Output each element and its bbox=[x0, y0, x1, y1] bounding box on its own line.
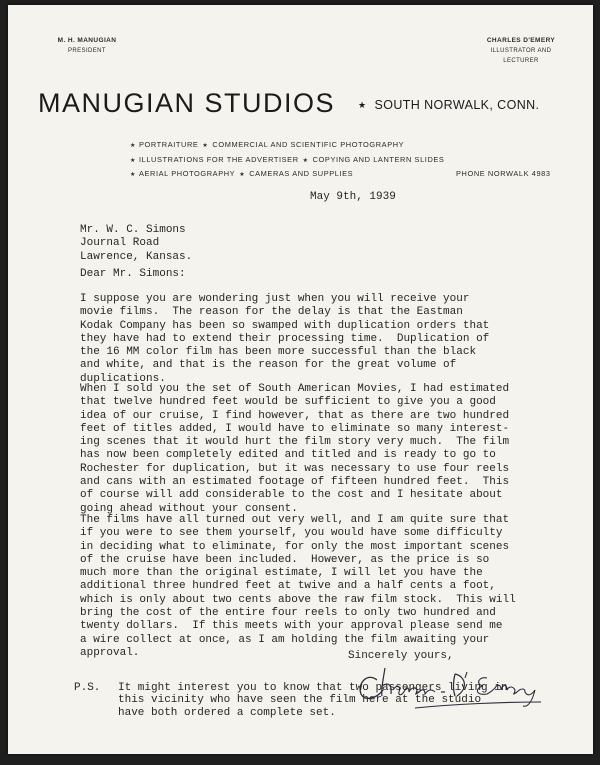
studio-location bbox=[358, 98, 539, 112]
service-item: COMMERCIAL AND SCIENTIFIC PHOTOGRAPHY bbox=[212, 140, 405, 149]
paragraph-3 bbox=[80, 514, 516, 660]
president-name: M. H. MANUGIAN bbox=[57, 37, 117, 44]
address-line: Mr. W. C. Simons bbox=[80, 224, 186, 236]
text-line: additional three hundred feet at twive and a half cents a foot, bbox=[80, 580, 496, 593]
illustrator-name: CHARLES D'EMERY bbox=[486, 37, 556, 44]
service-item: COPYING AND LANTERN SLIDES bbox=[312, 154, 445, 164]
text-line: duplications. bbox=[80, 372, 166, 385]
text-line: and white, and that is the reason for the great volume of bbox=[80, 359, 457, 372]
text-line: The films have all turned out very well, and I am quite sure that bbox=[80, 514, 510, 526]
text-line: Kodak Company has been so swamped with duplication orders that bbox=[80, 319, 490, 332]
text-line: of course will add considerable to the cost and I hesitate about bbox=[80, 489, 503, 502]
text-line: a wire collect at once, as I am holding the film awaiting your bbox=[80, 633, 490, 646]
text-line: When I sold you the set of South American Movies, I had estimated bbox=[80, 383, 510, 395]
letterhead-right-block bbox=[466, 36, 576, 66]
service-item: PORTRAITURE bbox=[138, 140, 199, 149]
letter-date: May 9th, 1939 bbox=[310, 191, 396, 203]
recipient-address bbox=[80, 224, 192, 264]
text-line: they have had to extend their processing time. Duplication of bbox=[80, 332, 490, 345]
text-line: has now been completely edited and titled and is ready to go to bbox=[80, 449, 496, 462]
text-line: which is only about two cents above the raw film stock. This will bbox=[80, 593, 516, 606]
text-line: going ahead without your consent. bbox=[80, 502, 298, 515]
text-line: bring the cost of the entire four reels to only two hundred and bbox=[80, 607, 496, 620]
text-line: of the cruise have been included. However, as the price is so bbox=[80, 553, 490, 566]
service-item: ILLUSTRATIONS FOR THE ADVERTISER bbox=[138, 154, 299, 164]
star-bullet-icon: ★ bbox=[130, 157, 136, 164]
text-line: It might interest you to know that two passengers living in bbox=[118, 682, 508, 694]
closing: Sincerely yours, bbox=[348, 650, 454, 662]
paragraph-1 bbox=[80, 293, 489, 386]
star-bullet-icon: ★ bbox=[239, 172, 246, 178]
text-line: feet of titles added, I would have to eliminate so many interest- bbox=[80, 422, 510, 435]
service-item: AERIAL PHOTOGRAPHY bbox=[138, 169, 236, 178]
postscript bbox=[118, 682, 507, 719]
text-line: movie films. The reason for the delay is that the Eastman bbox=[80, 306, 463, 319]
star-bullet-icon: ★ bbox=[202, 143, 209, 149]
star-bullet-icon: ★ bbox=[130, 143, 136, 149]
text-line: that twelve hundred feet would be sufficient to give you a good bbox=[80, 396, 496, 409]
studio-brand: MANUGIAN STUDIOS bbox=[38, 88, 336, 118]
services-row bbox=[130, 153, 444, 168]
services-row bbox=[130, 167, 551, 182]
postscript-label: P.S. bbox=[74, 682, 101, 694]
star-bullet-icon: ★ bbox=[130, 172, 136, 178]
illustrator-title-line-1: ILLUSTRATOR AND bbox=[490, 48, 552, 54]
star-bullet-icon: ★ bbox=[302, 157, 309, 164]
text-line: Rochester for duplication, but it was necessary to use four reels bbox=[80, 462, 510, 475]
text-line: and cans with an estimated footage of fifteen hundred feet. This bbox=[80, 476, 510, 489]
text-line: in deciding what to eliminate, for only the most important scenes bbox=[80, 540, 510, 553]
text-line: the 16 MM color film has been more successful than the black bbox=[80, 346, 477, 359]
services-list bbox=[130, 138, 551, 182]
address-line: Journal Road bbox=[80, 237, 160, 250]
address-line: Lawrence, Kansas. bbox=[80, 250, 193, 263]
text-line: approval. bbox=[80, 646, 140, 659]
phone-number: PHONE NORWALK 4983 bbox=[456, 169, 551, 178]
illustrator-title-line-2: LECTURER bbox=[503, 58, 539, 64]
paragraph-2 bbox=[80, 383, 509, 516]
text-line: I suppose you are wondering just when you will receive your bbox=[80, 293, 470, 305]
text-line: much more than the original estimate, I will let you have the bbox=[80, 567, 483, 580]
service-item: CAMERAS AND SUPPLIES bbox=[249, 169, 354, 178]
text-line: this vicinity who have seen the film here at the studio bbox=[118, 694, 482, 707]
star-bullet-icon: ★ bbox=[358, 100, 367, 110]
text-line: ing scenes that it would hurt the film story very much. The film bbox=[80, 436, 510, 449]
text-line: if you were to see them yourself, you would have some difficulty bbox=[80, 527, 503, 540]
president-title: PRESIDENT bbox=[68, 48, 106, 54]
text-line: twenty dollars. If this meets with your approval please send me bbox=[80, 620, 503, 633]
salutation: Dear Mr. Simons: bbox=[80, 268, 186, 280]
location-text: SOUTH NORWALK, CONN. bbox=[374, 98, 540, 112]
services-row bbox=[130, 138, 444, 153]
text-line: idea of our cruise, I find however, that as there are two hundred bbox=[80, 409, 510, 422]
letterhead-left-block bbox=[42, 36, 132, 56]
text-line: have both ordered a complete set. bbox=[118, 706, 336, 719]
